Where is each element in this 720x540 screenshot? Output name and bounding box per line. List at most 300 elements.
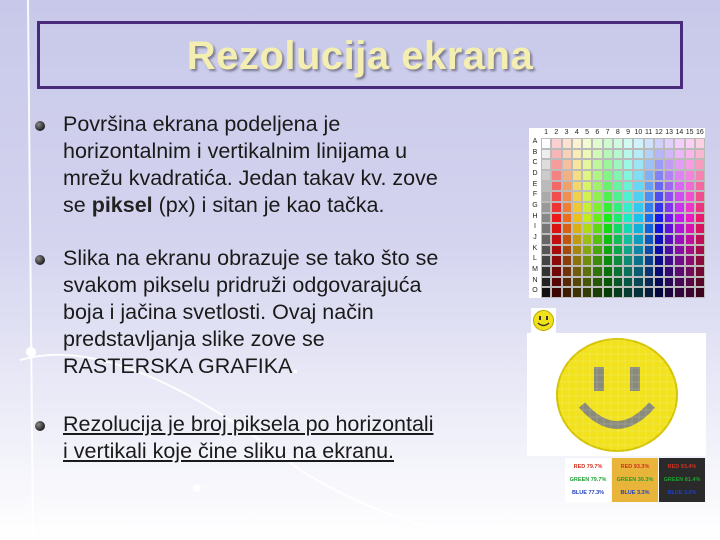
grid-cell [633,255,643,266]
grid-cell [623,138,633,149]
grid-cell [644,255,654,266]
grid-cell [562,202,572,213]
grid-cell [551,191,561,202]
grid-cell [551,149,561,160]
grid-cell [613,213,623,224]
grid-cell [592,277,602,288]
grid-cell [562,255,572,266]
grid-cell [562,170,572,181]
grid-cell [654,191,664,202]
grid-cell [582,138,592,149]
grid-cell [562,191,572,202]
rgb-panel [612,458,658,502]
grid-cell [644,149,654,160]
grid-cell [613,170,623,181]
grid-cell [551,159,561,170]
grid-cell [582,287,592,298]
grid-cell [572,277,582,288]
grid-cell [654,277,664,288]
grid-row-labels [529,138,541,298]
grid-column-labels [541,128,705,138]
grid-cell [603,181,613,192]
grid-cell [623,223,633,234]
grid-cell [644,202,654,213]
grid-cell [674,223,684,234]
grid-cell [592,255,602,266]
grid-cell [695,138,705,149]
grid-cell [551,202,561,213]
grid-cell [572,287,582,298]
pixelated-smiley-image [527,333,706,456]
grid-cell [695,213,705,224]
grid-cell [685,159,695,170]
grid-cell [633,191,643,202]
grid-cell [695,277,705,288]
grid-cell [551,287,561,298]
grid-cell [654,234,664,245]
grid-cell [551,170,561,181]
grid-cell [562,213,572,224]
grid-cell [562,234,572,245]
grid-cell [633,149,643,160]
small-smiley-image [531,308,556,333]
grid-cell [644,266,654,277]
term-rasterska-grafika: RASTERSKA GRAFIKA [63,354,293,378]
grid-row-label: O [532,287,538,295]
grid-cell [654,213,664,224]
text-line: i vertikali koje čine sliku na ekranu. [63,439,395,463]
grid-cell [613,245,623,256]
grid-cell [664,191,674,202]
grid-cell [613,277,623,288]
grid-cell [654,149,664,160]
grid-cell [664,234,674,245]
grid-cell [664,277,674,288]
grid-cell [654,266,664,277]
grid-cell [562,159,572,170]
grid-cell [592,170,602,181]
grid-cell [572,213,582,224]
grid-cell [572,138,582,149]
grid-column-label: 4 [574,129,579,136]
grid-cell [674,287,684,298]
grid-cell [633,170,643,181]
rgb-panel [659,458,705,502]
text-fragment: . [292,354,299,378]
rgb-value: RED 93.4% [667,463,697,470]
grid-cell [695,191,705,202]
grid-cell [562,277,572,288]
grid-cell [582,181,592,192]
grid-cell [613,234,623,245]
grid-cell [674,255,684,266]
text-line: svakom pikselu pridruži odgovarajuća [63,273,422,297]
grid-cell [572,234,582,245]
grid-cell [592,245,602,256]
grid-cell [633,277,643,288]
grid-cell [541,170,551,181]
grid-row-label: I [534,223,536,231]
grid-cell [572,159,582,170]
grid-cell [541,277,551,288]
text-line: mrežu kvadratića. Jedan takav kv. zove [63,166,438,190]
rgb-value: GREEN 79.7% [569,476,607,483]
decor-dot [26,347,36,357]
grid-cell [603,213,613,224]
grid-cell [664,149,674,160]
grid-cell [685,234,695,245]
grid-cell [654,181,664,192]
grid-row-label: A [532,138,538,145]
rgb-value: BLUE 77.3% [571,490,605,497]
bullet-icon [35,421,45,431]
grid-cell [674,213,684,224]
grid-cell [644,213,654,224]
text-line: Površina ekrana podeljena je [63,112,341,136]
grid-cell [685,245,695,256]
grid-cell [603,287,613,298]
grid-cell [674,277,684,288]
grid-cell [582,223,592,234]
grid-cell [541,149,551,160]
grid-column-label: 13 [665,129,674,136]
grid-cell [592,149,602,160]
grid-cell [654,170,664,181]
grid-cell [592,223,602,234]
grid-cell [592,266,602,277]
grid-column-label: 14 [675,129,684,136]
grid-cell [582,213,592,224]
grid-cell [674,245,684,256]
grid-cell [685,266,695,277]
grid-row-label: B [532,148,538,156]
grid-cell [644,245,654,256]
grid-cell [582,202,592,213]
grid-cell [644,223,654,234]
grid-cell [582,277,592,288]
grid-cell [633,213,643,224]
grid-cell [623,202,633,213]
grid-cell [551,245,561,256]
grid-cell [633,266,643,277]
grid-column-label: 3 [564,129,569,136]
grid-cell [613,255,623,266]
grid-cell [664,255,674,266]
grid-cell [562,181,572,192]
grid-cell [644,191,654,202]
grid-cell [695,223,705,234]
grid-cell [644,277,654,288]
grid-column-label: 15 [685,129,694,136]
grid-cell [633,245,643,256]
grid-cell [664,159,674,170]
grid-cell [695,266,705,277]
grid-cell [592,181,602,192]
grid-cell [654,287,664,298]
grid-cell [551,266,561,277]
grid-cell [551,255,561,266]
rgb-value: GREEN 30.3% [616,476,654,483]
grid-cell [582,170,592,181]
grid-row-label: G [532,202,538,210]
grid-column-label: 2 [554,129,559,136]
grid-column-label: 5 [585,129,590,136]
grid-cell [664,287,674,298]
text-line: horizontalnim i vertikalnim linijama u [63,139,408,163]
grid-cell [695,255,705,266]
grid-cell [541,255,551,266]
grid-cell [633,138,643,149]
grid-cell [541,181,551,192]
grid-row-label: M [532,266,538,274]
grid-cell [582,149,592,160]
grid-cell [572,266,582,277]
grid-row-label: F [532,191,538,199]
grid-cell [582,266,592,277]
grid-cell [664,245,674,256]
text-fragment: (px) i sitan je kao tačka. [152,193,385,217]
grid-cell [613,202,623,213]
bullet-text-3-link[interactable] [63,411,521,465]
grid-cell [685,223,695,234]
text-line: Rezolucija je broj piksela po horizontali [63,412,434,436]
grid-cell [654,255,664,266]
grid-row-label: H [532,212,538,220]
grid-cell [644,159,654,170]
grid-cell [623,266,633,277]
grid-cell [685,181,695,192]
grid-cell [633,287,643,298]
grid-cell [674,181,684,192]
grid-cell [582,255,592,266]
grid-cell [572,223,582,234]
grid-cell [562,245,572,256]
grid-cell [541,191,551,202]
grid-cell [603,266,613,277]
grid-cell [613,149,623,160]
grid-column-label: 9 [626,129,631,136]
grid-cell [664,138,674,149]
grid-cell [562,287,572,298]
grid-row-label: E [532,180,538,188]
grid-cell [674,159,684,170]
grid-cell [695,149,705,160]
grid-cell [644,170,654,181]
grid-cell [562,149,572,160]
term-piksel: piksel [91,193,153,217]
grid-cell [674,234,684,245]
grid-cell [685,149,695,160]
grid-cell [613,159,623,170]
grid-cell [541,287,551,298]
pixel-grid-figure [529,128,705,298]
grid-cell [582,234,592,245]
grid-cell [592,138,602,149]
grid-cell [633,181,643,192]
grid-cell [664,181,674,192]
rgb-color-values [565,458,705,502]
grid-cell [623,149,633,160]
grid-cell [562,138,572,149]
grid-cell [623,287,633,298]
grid-cell [603,149,613,160]
grid-cell [644,234,654,245]
grid-cell [613,191,623,202]
grid-cell [695,234,705,245]
grid-cell [685,277,695,288]
grid-cell [551,223,561,234]
grid-cell [592,213,602,224]
rgb-panel [565,458,611,502]
grid-cell [551,234,561,245]
decor-dot [193,484,201,492]
grid-cell [582,159,592,170]
grid-cell [633,223,643,234]
grid-cell [541,138,551,149]
grid-cell [633,159,643,170]
grid-cell [623,234,633,245]
grid-column-label: 16 [695,129,704,136]
grid-cell [695,170,705,181]
grid-cell [572,149,582,160]
grid-cell [654,159,664,170]
grid-cell [674,191,684,202]
grid-cell [695,181,705,192]
grid-cell [592,287,602,298]
text-line: boja i jačina svetlosti. Ovaj način [63,300,374,324]
grid-cell [541,234,551,245]
grid-cell [685,213,695,224]
grid-cell [541,159,551,170]
grid-cell [613,287,623,298]
grid-cell [633,202,643,213]
grid-cell [623,277,633,288]
grid-cell [664,202,674,213]
grid-cell [674,138,684,149]
grid-cell [685,170,695,181]
grid-cell [695,159,705,170]
grid-cell [654,202,664,213]
grid-cell [541,213,551,224]
grid-cell [674,149,684,160]
grid-cell [603,255,613,266]
grid-column-label: 10 [634,129,643,136]
text-fragment: se [63,193,92,217]
grid-cell [695,245,705,256]
grid-cell [654,138,664,149]
grid-cell [623,181,633,192]
bullet-text-1 [63,111,521,219]
grid-cell [551,277,561,288]
grid-cell [572,191,582,202]
grid-column-label: 7 [605,129,610,136]
grid-column-label: 11 [644,129,653,136]
grid-cell [572,202,582,213]
grid-cell [654,223,664,234]
grid-cell [695,202,705,213]
grid-cell [582,245,592,256]
grid-cell [603,138,613,149]
grid-cell [541,202,551,213]
grid-cell [541,223,551,234]
grid-cell [551,138,561,149]
text-line: predstavljanja slike zove se [63,327,325,351]
grid-cell [633,234,643,245]
bullet-icon [35,255,45,265]
rgb-value: RED 79.7% [573,463,603,470]
grid-row-label: K [532,244,538,252]
grid-cell [603,191,613,202]
rgb-value: RED 93.3% [620,463,650,470]
grid-cell [603,202,613,213]
grid-cell [664,223,674,234]
grid-cell [695,287,705,298]
grid-cell [603,234,613,245]
grid-cell [685,202,695,213]
grid-cell [613,223,623,234]
grid-cell [623,255,633,266]
grid-cell [674,266,684,277]
grid-cell [592,191,602,202]
grid-cell [551,181,561,192]
grid-cell [664,266,674,277]
rgb-value: GREEN 81.4% [663,476,701,483]
grid-cell [644,138,654,149]
grid-column-label: 12 [654,129,663,136]
grid-row-label: L [533,255,537,263]
grid-cell [613,266,623,277]
grid-cell [644,287,654,298]
grid-cell [685,287,695,298]
grid-cell [674,170,684,181]
slide-title: Rezolucija ekrana [186,34,534,78]
grid-cell [541,266,551,277]
grid-cell [603,170,613,181]
grid-cell [613,181,623,192]
grid-cell [551,213,561,224]
grid-cell [603,245,613,256]
grid-cell [685,191,695,202]
grid-cell [572,255,582,266]
grid-cell [603,159,613,170]
grid-cell [603,223,613,234]
text-line: Slika na ekranu obrazuje se tako što se [63,246,439,270]
grid-cell [592,159,602,170]
grid-cell [674,202,684,213]
grid-cell [572,181,582,192]
grid-cell [613,138,623,149]
bullet-icon [35,121,45,131]
grid-cell [562,223,572,234]
grid-row-label: J [533,234,537,242]
grid-row-label: C [532,159,538,167]
grid-column-label: 6 [595,129,600,136]
rgb-value: BLUE 3.3% [620,490,650,497]
grid-cell [582,191,592,202]
grid-cell [572,170,582,181]
grid-cell [623,213,633,224]
grid-cell [644,181,654,192]
grid-cell [592,202,602,213]
grid-cell [685,138,695,149]
grid-cell [592,234,602,245]
title-frame [37,21,683,89]
grid-column-label: 8 [615,129,620,136]
grid-cell [603,277,613,288]
grid-cell [664,170,674,181]
bullet-text-2 [63,245,521,380]
grid-cell [685,255,695,266]
